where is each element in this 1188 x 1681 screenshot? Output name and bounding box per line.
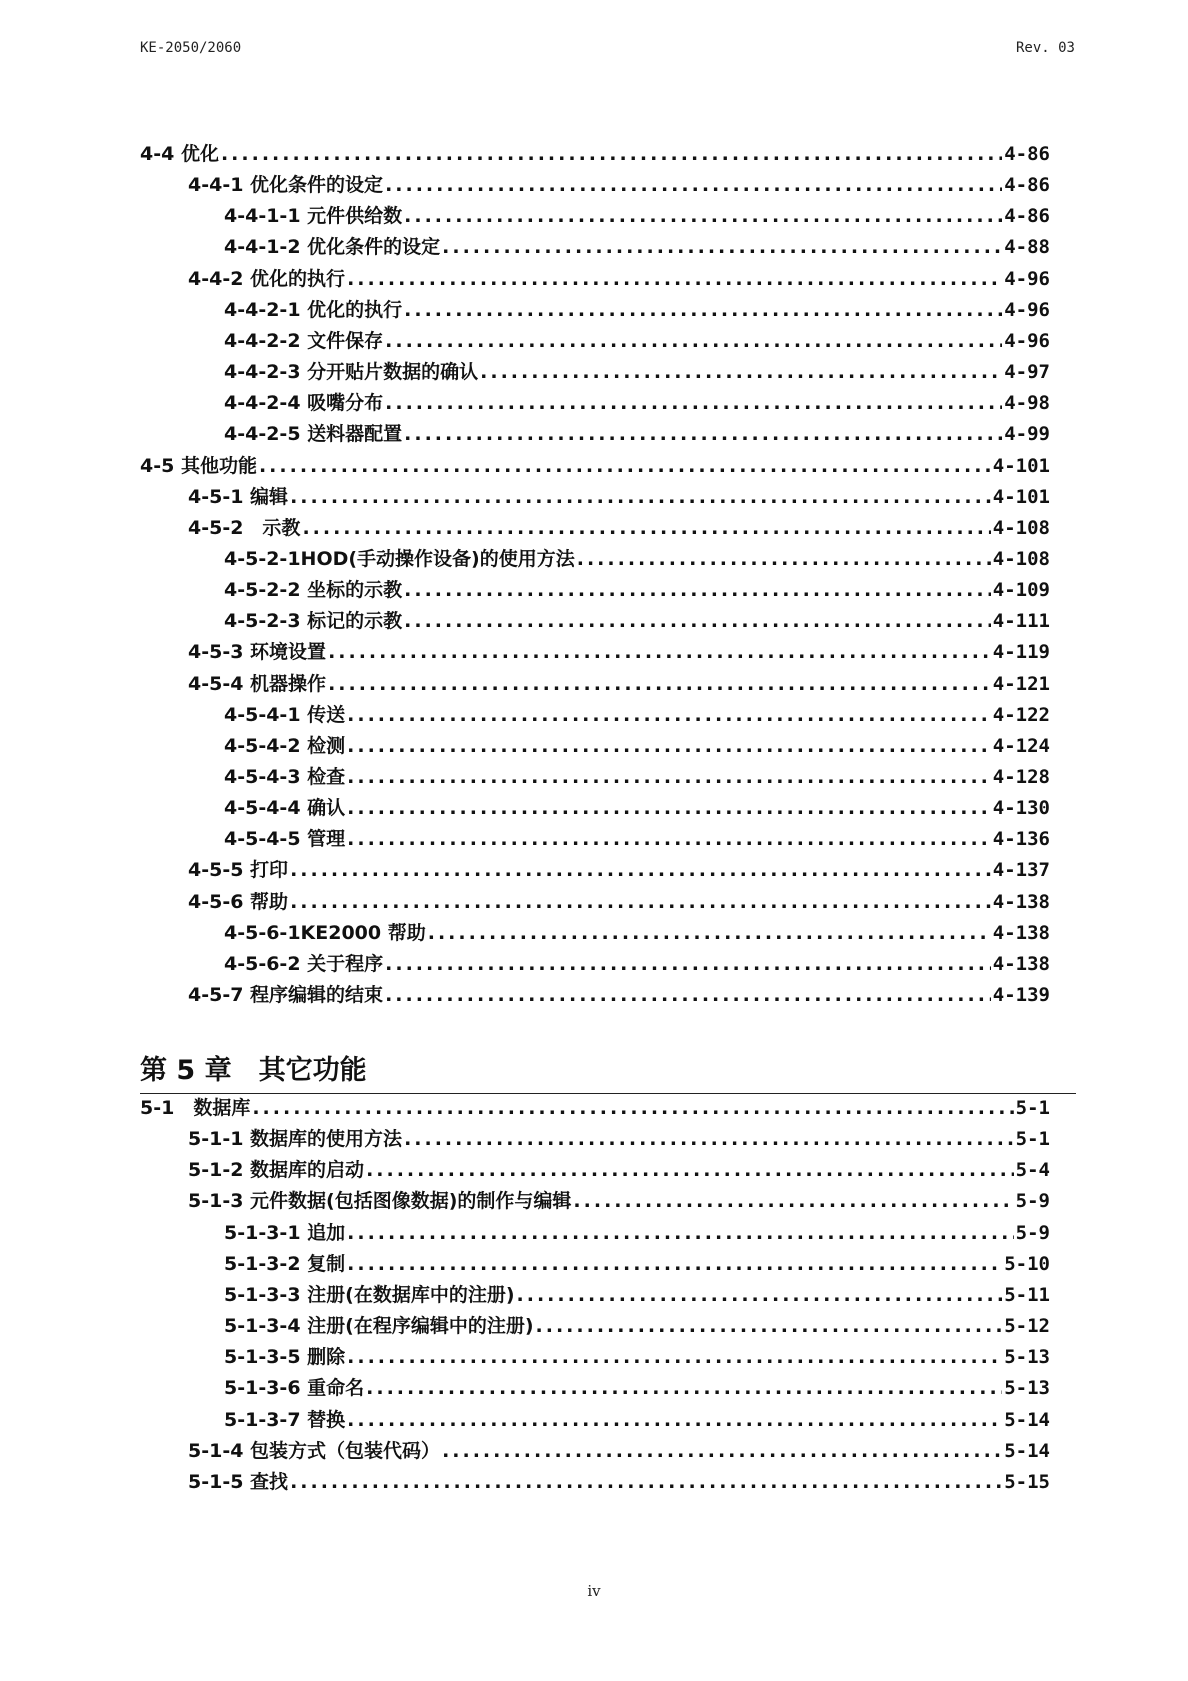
toc-leader-dots xyxy=(347,1342,1002,1372)
toc-entry-label: 4-5-2-3 标记的示教 xyxy=(224,610,403,633)
toc-entry-page: 4-121 xyxy=(992,672,1050,695)
toc-entry[interactable] xyxy=(224,1249,1050,1279)
toc-entry-page: 5-4 xyxy=(1015,1159,1050,1182)
toc-entry-page: 4-111 xyxy=(992,610,1050,633)
toc-entry-page: 4-99 xyxy=(1004,423,1050,446)
toc-entry-label: 4-5-2 示教 xyxy=(188,516,301,539)
toc-leader-dots xyxy=(347,1218,1014,1248)
toc-entry-page: 4-101 xyxy=(992,454,1050,477)
toc-leader-dots xyxy=(290,855,991,885)
toc-leader-dots xyxy=(347,1249,1002,1279)
toc-entry[interactable] xyxy=(188,1155,1050,1185)
toc-entry[interactable] xyxy=(188,887,1050,917)
toc-entry[interactable] xyxy=(224,232,1050,262)
toc-entry-label: 4-5-4-5 管理 xyxy=(224,828,346,851)
toc-entry-page: 4-98 xyxy=(1004,392,1050,415)
toc-entry[interactable] xyxy=(224,918,1050,948)
toc-leader-dots xyxy=(385,326,1002,356)
toc-entry-page: 5-1 xyxy=(1015,1097,1050,1119)
toc-entry[interactable] xyxy=(224,731,1050,761)
toc-leader-dots xyxy=(404,419,1002,449)
toc-entry-page: 5-15 xyxy=(1004,1470,1050,1493)
toc-leader-dots xyxy=(442,1436,1002,1466)
toc-entry-page: 4-108 xyxy=(992,547,1050,570)
toc-entry-page: 5-9 xyxy=(1015,1221,1050,1244)
toc-leader-dots xyxy=(428,918,991,948)
toc-entry-label: 5-1-3-3 注册(在数据库中的注册) xyxy=(224,1283,515,1306)
toc-entry-page: 4-138 xyxy=(992,952,1050,975)
toc-entry-page: 5-13 xyxy=(1004,1377,1050,1400)
toc-entry-page: 4-86 xyxy=(1004,143,1050,165)
toc-leader-dots xyxy=(347,1405,1002,1435)
document-model: KE-2050/2060 xyxy=(140,40,242,56)
toc-entry-label: 5-1-3-5 删除 xyxy=(224,1346,346,1369)
toc-entry[interactable] xyxy=(188,637,1050,667)
toc-entry-page: 5-9 xyxy=(1015,1190,1050,1213)
toc-entry[interactable] xyxy=(224,295,1050,325)
toc-leader-dots xyxy=(290,482,991,512)
toc-entry[interactable] xyxy=(224,575,1050,605)
toc-entry[interactable] xyxy=(224,824,1050,854)
toc-entry[interactable] xyxy=(188,513,1050,543)
toc-entry[interactable] xyxy=(140,1093,1050,1123)
toc-entry[interactable] xyxy=(188,482,1050,512)
toc-entry-page: 5-12 xyxy=(1004,1315,1050,1338)
toc-entry[interactable] xyxy=(188,264,1050,294)
toc-entry[interactable] xyxy=(224,544,1050,574)
toc-entry[interactable] xyxy=(224,606,1050,636)
toc-entry[interactable] xyxy=(188,1467,1050,1497)
chapter-heading: 第 5 章 其它功能 xyxy=(140,1048,1076,1094)
toc-entry-label: 5-1-2 数据库的启动 xyxy=(188,1159,365,1182)
toc-entry[interactable] xyxy=(224,793,1050,823)
toc-entry-label: 4-4-2-5 送料器配置 xyxy=(224,423,403,446)
toc-leader-dots xyxy=(290,1467,1002,1497)
toc-entry-label: 5-1-3-7 替换 xyxy=(224,1408,346,1431)
toc-leader-dots xyxy=(302,513,990,543)
toc-entry-label: 4-5-4-3 检查 xyxy=(224,766,346,788)
toc-leader-dots xyxy=(536,1311,1003,1341)
toc-entry-label: 4-5-4-4 确认 xyxy=(224,797,346,820)
toc-leader-dots xyxy=(385,980,991,1010)
toc-entry[interactable] xyxy=(224,388,1050,418)
toc-entry[interactable] xyxy=(188,170,1050,200)
toc-entry[interactable] xyxy=(224,762,1050,792)
toc-entry-label: 4-5-2-1HOD(手动操作设备)的使用方法 xyxy=(224,547,575,570)
toc-leader-dots xyxy=(347,264,1002,294)
toc-leader-dots xyxy=(259,451,991,481)
toc-entry[interactable] xyxy=(188,980,1050,1010)
toc-leader-dots xyxy=(442,232,1002,262)
toc-entry-page: 5-11 xyxy=(1004,1283,1050,1306)
toc-entry[interactable] xyxy=(224,1280,1050,1310)
toc-entry-page: 4-124 xyxy=(992,734,1050,757)
toc-leader-dots xyxy=(385,388,1002,418)
toc-entry[interactable] xyxy=(224,1342,1050,1372)
toc-entry-page: 4-109 xyxy=(992,579,1050,602)
toc-leader-dots xyxy=(252,1093,1013,1123)
toc-entry-page: 4-130 xyxy=(992,797,1050,820)
toc-entry-page: 4-96 xyxy=(1004,267,1050,290)
toc-leader-dots xyxy=(328,669,991,699)
toc-entry-label: 4-4-1 优化条件的设定 xyxy=(188,174,384,197)
toc-entry-label: 5-1-5 查找 xyxy=(188,1470,289,1493)
toc-entry[interactable] xyxy=(188,855,1050,885)
toc-entry-page: 5-14 xyxy=(1004,1439,1050,1462)
toc-entry[interactable] xyxy=(188,669,1050,699)
toc-entry-page: 4-137 xyxy=(992,859,1050,882)
toc-entry-page: 4-138 xyxy=(992,890,1050,913)
toc-entry-page: 4-86 xyxy=(1004,205,1050,228)
toc-leader-dots xyxy=(573,1186,1013,1216)
toc-leader-dots xyxy=(221,139,1002,169)
toc-entry-page: 4-128 xyxy=(992,766,1050,788)
toc-entry[interactable] xyxy=(224,357,1050,387)
toc-leader-dots xyxy=(404,201,1002,231)
toc-entry-label: 4-5-1 编辑 xyxy=(188,485,289,508)
toc-leader-dots xyxy=(347,793,991,823)
toc-entry-page: 4-101 xyxy=(992,485,1050,508)
toc-entry[interactable] xyxy=(188,1436,1050,1466)
toc-entry-label: 4-5-3 环境设置 xyxy=(188,641,327,664)
toc-entry-page: 4-96 xyxy=(1004,298,1050,321)
toc-entry-page: 4-138 xyxy=(992,921,1050,944)
toc-entry[interactable] xyxy=(224,326,1050,356)
toc-leader-dots xyxy=(347,824,991,854)
toc-leader-dots xyxy=(517,1280,1003,1310)
toc-entry-label: 4-5-4-1 传送 xyxy=(224,703,346,726)
toc-entry-label: 5-1-3-2 复制 xyxy=(224,1252,346,1275)
toc-leader-dots xyxy=(385,949,991,979)
toc-entry[interactable] xyxy=(224,700,1050,730)
toc-entry-label: 5-1-3-1 追加 xyxy=(224,1221,346,1244)
toc-entry-label: 4-5-5 打印 xyxy=(188,859,289,882)
toc-entry-label: 4-5-6 帮助 xyxy=(188,890,289,913)
toc-leader-dots xyxy=(404,575,991,605)
toc-entry-page: 5-10 xyxy=(1004,1252,1050,1275)
toc-entry-page: 5-13 xyxy=(1004,1346,1050,1369)
toc-entry-page: 5-14 xyxy=(1004,1408,1050,1431)
toc-entry[interactable] xyxy=(224,201,1050,231)
toc-entry-label: 4-4-1-2 优化条件的设定 xyxy=(224,236,441,259)
toc-entry-page: 4-139 xyxy=(992,984,1050,1007)
toc-entry-page: 4-96 xyxy=(1004,329,1050,352)
toc-leader-dots xyxy=(385,170,1002,200)
toc-leader-dots xyxy=(290,887,991,917)
toc-entry-page: 4-122 xyxy=(992,703,1050,726)
toc-leader-dots xyxy=(366,1373,1002,1403)
toc-entry-label: 4-5-6-2 关于程序 xyxy=(224,952,384,975)
toc-entry-label: 4-5-4-2 检测 xyxy=(224,734,346,757)
toc-leader-dots xyxy=(366,1155,1014,1185)
toc-entry-label: 5-1-1 数据库的使用方法 xyxy=(188,1128,403,1151)
toc-leader-dots xyxy=(404,606,991,636)
toc-entry-page: 4-119 xyxy=(992,641,1050,664)
toc-entry-label: 4-5 其他功能 xyxy=(140,454,257,477)
toc-entry[interactable] xyxy=(224,419,1050,449)
toc-leader-dots xyxy=(328,637,991,667)
toc-leader-dots xyxy=(347,731,991,761)
toc-leader-dots xyxy=(480,357,1002,387)
toc-entry-page: 5-1 xyxy=(1015,1128,1050,1151)
toc-entry[interactable] xyxy=(224,1373,1050,1403)
toc-entry-page: 4-108 xyxy=(992,516,1050,539)
toc-entry[interactable] xyxy=(140,139,1050,169)
toc-entry-label: 4-5-6-1KE2000 帮助 xyxy=(224,921,426,944)
toc-entry-label: 4-4-2-3 分开贴片数据的确认 xyxy=(224,361,479,384)
toc-entry-label: 4-4-2 优化的执行 xyxy=(188,267,346,290)
toc-entry-label: 4-5-7 程序编辑的结束 xyxy=(188,984,384,1007)
toc-entry-label: 5-1 数据库 xyxy=(140,1097,251,1119)
toc-entry-label: 4-4-2-1 优化的执行 xyxy=(224,298,403,321)
toc-entry[interactable] xyxy=(224,1218,1050,1248)
toc-leader-dots xyxy=(404,295,1002,325)
toc-leader-dots xyxy=(577,544,991,574)
toc-entry-label: 5-1-3-4 注册(在程序编辑中的注册) xyxy=(224,1315,534,1338)
toc-entry-label: 4-5-2-2 坐标的示教 xyxy=(224,579,403,602)
toc-entry[interactable] xyxy=(224,949,1050,979)
toc-leader-dots xyxy=(347,762,991,792)
toc-entry[interactable] xyxy=(188,1186,1050,1216)
toc-entry-label: 4-5-4 机器操作 xyxy=(188,672,327,695)
toc-entry-page: 4-86 xyxy=(1004,174,1050,197)
toc-entry-page: 4-136 xyxy=(992,828,1050,851)
toc-leader-dots xyxy=(347,700,991,730)
toc-entry[interactable] xyxy=(188,1124,1050,1154)
toc-entry-label: 4-4-2-2 文件保存 xyxy=(224,329,384,352)
toc-entry-page: 4-88 xyxy=(1004,236,1050,259)
toc-entry[interactable] xyxy=(224,1405,1050,1435)
toc-entry-label: 4-4-2-4 吸嘴分布 xyxy=(224,392,384,415)
toc-entry-label: 5-1-4 包装方式（包装代码） xyxy=(188,1439,441,1462)
revision-label: Rev. 03 xyxy=(1015,40,1075,56)
toc-entry[interactable] xyxy=(224,1311,1050,1341)
toc-entry-label: 4-4-1-1 元件供给数 xyxy=(224,205,403,228)
toc-entry-label: 5-1-3-6 重命名 xyxy=(224,1377,365,1400)
toc-entry[interactable] xyxy=(140,451,1050,481)
toc-entry-label: 5-1-3 元件数据(包括图像数据)的制作与编辑 xyxy=(188,1190,572,1213)
toc-leader-dots xyxy=(404,1124,1014,1154)
toc-entry-page: 4-97 xyxy=(1004,361,1050,384)
page-number: iv xyxy=(587,1582,601,1600)
toc-entry-label: 4-4 优化 xyxy=(140,143,219,165)
